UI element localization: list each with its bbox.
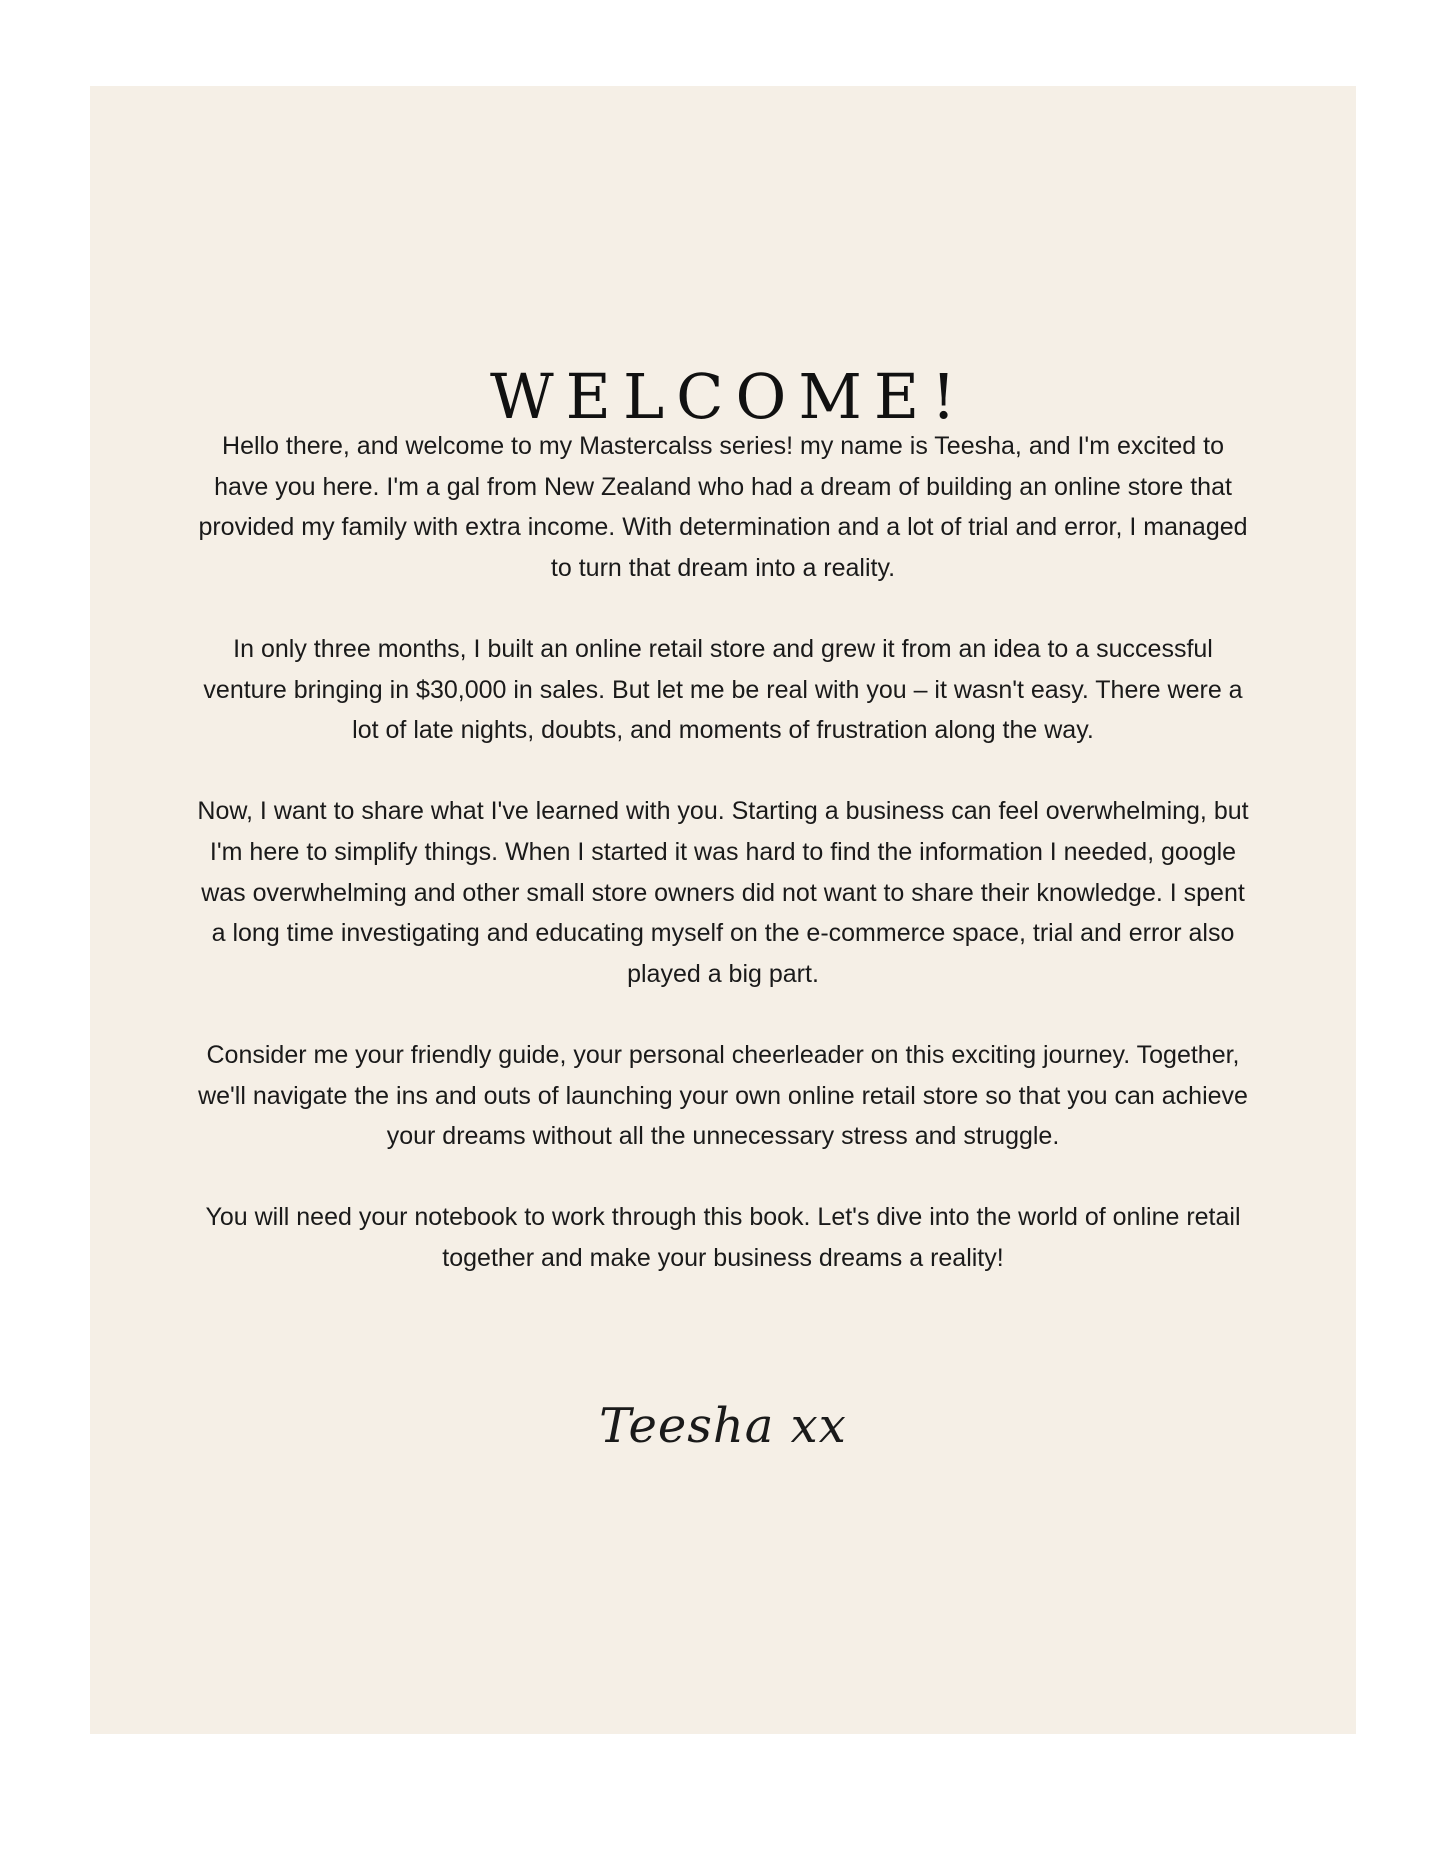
- paragraph-purpose: Now, I want to share what I've learned with you. Starting a business can feel overwhelming, but I'm here to simplify things. When I started it was hard to find the information I needed, google was overwhelming and other small store owners did not want to share their knowledge. I spent a long time investigating and educating myself on the e-commerce space, trial and error also played a big part.: [197, 797, 1249, 988]
- paragraph-intro: Hello there, and welcome to my Mastercalss series! my name is Teesha, and I'm excited to have you here. I'm a gal from New Zealand who had a dream of building an online store that provided my family with extra income. With determination and a lot of trial and error, I managed to turn that dream into a reality.: [198, 432, 1248, 582]
- welcome-body: [192, 426, 1254, 1319]
- paragraph-guide: Consider me your friendly guide, your personal cheerleader on this exciting journey. Together, we'll navigate the ins and outs of launching your own online retail store so that you can achieve your dreams without all the unnecessary stress and struggle.: [198, 1040, 1248, 1151]
- signature: Teesha xx: [599, 1398, 847, 1454]
- paragraph-story: In only three months, I built an online retail store and grew it from an idea to a successful venture bringing in $30,000 in sales. But let me be real with you – it wasn't easy. There were a lot of late nights, doubts, and moments of frustration along the way.: [203, 634, 1243, 745]
- page-title: WELCOME!: [489, 360, 969, 433]
- paragraph-closing: You will need your notebook to work through this book. Let's dive into the world of online retail together and make your business dreams a reality!: [205, 1203, 1241, 1272]
- welcome-card: [90, 86, 1356, 1734]
